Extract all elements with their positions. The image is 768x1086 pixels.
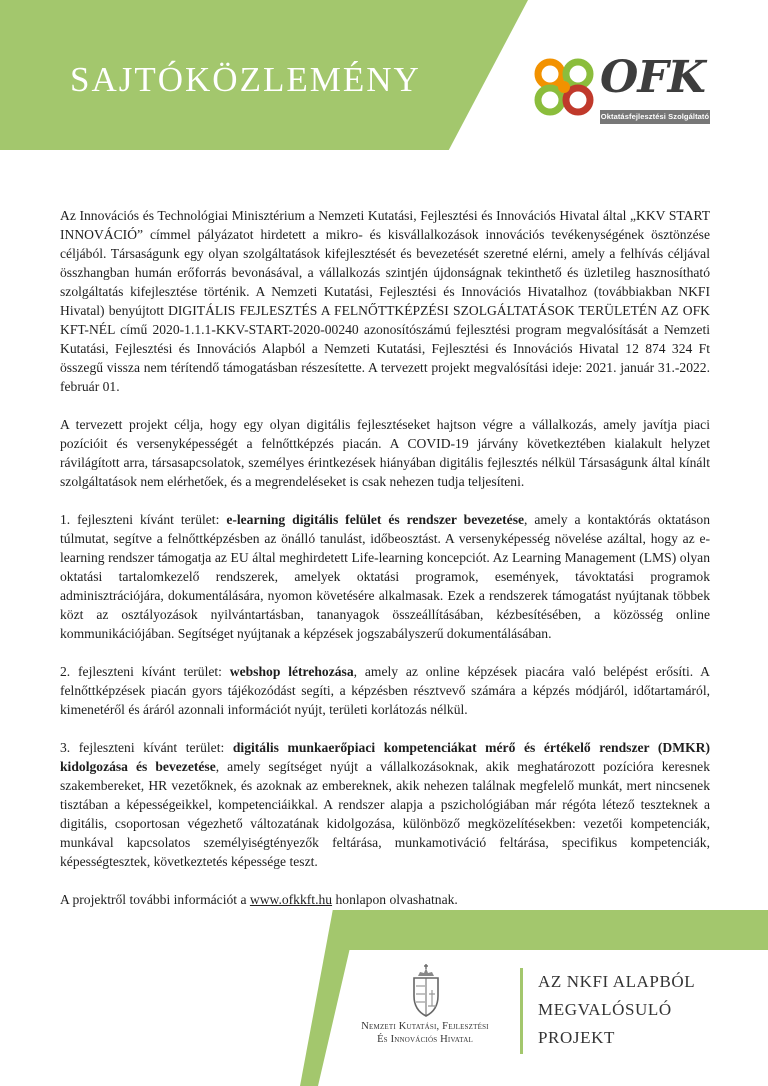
- paragraph-intro: Az Innovációs és Technológiai Minisztérium a Nemzeti Kutatási, Fejlesztési és Innovációs Hivatal által „KKV START INNOVÁCIÓ” címmel pályázatot hirdetett a mikro- és kisvállalkozások innovációs tevékenységének ösztönzése céljából. Társaságunk egy olyan szolgáltatások kifejlesztését és bevezetését szeretné elérni, amely a felhívás céljával összhangban humán erőforrás bevonásával, a vállalkozás szintjén újdonságnak tekinthető és üzletileg hasznosítható szolgáltatás kifejlesztése történik. A Nemzeti Kutatási, Fejlesztési és Innovációs Hivatalhoz (továbbiakban NKFI Hivatal) benyújtott DIGITÁLIS FEJLESZTÉS A FELNŐTTKÉPZÉSI SZOLGÁLTATÁSOK TERÜLETÉN AZ OFK KFT-NÉL című 2020-1.1.1-KKV-START-2020-00240 azonosítószámú fejlesztési program megvalósítását a Nemzeti Kutatási, Fejlesztési és Innovációs Alapból a Nemzeti Kutatási, Fejlesztési és Innovációs Hivatal 12 874 324 Ft összegű vissza nem térítendő támogatásban részesítette. A tervezett projekt megvalósítási ideje: 2021. január 31.-2022. február 01.: [60, 208, 710, 394]
- paragraph-area-2: 2. fejleszteni kívánt terület: webshop létrehozása, amely az online képzések piacára való belépést erősíti. A felnőttképzések piacán gyors tájékozódást segíti, a képzésben résztvevő számára a képzés módjáról, időtartamáról, kimenetéről és áráról azonnali információt nyújt, területi korlátozás nélkül.: [60, 664, 710, 717]
- area-2-title: webshop létrehozása: [229, 664, 354, 679]
- logo-subtitle: Oktatásfejlesztési Szolgáltató Kft.: [600, 112, 710, 135]
- logo-wordmark: OFK: [600, 52, 705, 103]
- hungarian-crest-icon: [408, 962, 444, 1018]
- website-link[interactable]: www.ofkkft.hu: [249, 892, 333, 907]
- paragraph-goal: A tervezett projekt célja, hogy egy olyan digitális fejlesztéseket hajtson végre a vállalkozás, amely javítja piaci pozícióit és versenyképességét a felnőttképzés piacán. A COVID-19 járvány következtében kialakult helyzet rávilágított arra, társasapcsolatok, személyes érintkezések hiányában digitális fejlesztés nélkül Társaságunk által kínált szolgáltatások nem elérhetőek, és a megrendeléseket is csak nehezen tudja teljesíteni.: [60, 417, 710, 489]
- area-1-title: e-learning digitális felület és rendszer bevezetése: [226, 512, 525, 527]
- project-label: AZ NKFI ALAPBÓL MEGVALÓSULÓ PROJEKT: [538, 972, 696, 1047]
- paragraph-area-3: 3. fejleszteni kívánt terület: digitális munkaerőpiaci kompetenciákat mérő és értékelő rendszer (DMKR) kidolgozása és bevezetése, amely segítséget nyújt a vállalkozásoknak, akik meghatározott pozícióra keresnek szakembereket, HR vezetőknek, és azoknak az embereknek, akik nehezen találnak megfelelő munkát, mert nincsenek tisztában a képességeikkel, kompetenciáikkal. A rendszer alapja a pszichológiában már régóta létező teszteknek a digitális, csoportosan végezhető változatának kidolgozása, különböző megközelítésekben: vezetői kompetenciák, munkával kapcsolatos személyiségtényezők feltárása, munkamotiváció feltárása, specifikus kompetenciák, képességtesztek, következtetés képessége teszt.: [60, 740, 710, 869]
- press-release-body: [60, 206, 710, 909]
- agency-name: Nemzeti Kutatási, Fejlesztési És Innovációs Hivatal: [361, 1021, 489, 1045]
- paragraph-area-1: 1. fejleszteni kívánt terület: e-learning digitális felület és rendszer bevezetése, amely a kontaktórás oktatáson túlmutat, segítve a felnőttképzésben az önálló tanulást, időbeosztást. A versenyképesség növelése azáltal, hogy az e-learning rendszer támogatja az EU által meghirdetett Life-learning koncepciót. Az Learning Management (LMS) olyan oktatási tartalomkezelő rendszerek, amelyek oktatási programok, események, távoktatási programok adminisztrációjára, dokumentálására, nyomon követésére alkalmasak. Ezek a rendszerek támogatást nyújtanak többek közt az osztályozások nyilvántartásban, tananyagok összeállításában, kézbesítésében, a közösség online kommunikációjában. Segítséget nyújtanak a képzések jogszabályszerű dokumentálásában.: [60, 512, 710, 641]
- area-3-title: digitális munkaerőpiaci kompetenciákat mérő és értékelő rendszer (DMKR) kidolgozása és bevezetése: [60, 740, 710, 774]
- footer-divider: [520, 968, 523, 1054]
- page-title: SAJTÓKÖZLEMÉNY: [70, 60, 421, 99]
- paragraph-contact: A projektről további információt a www.ofkkft.hu honlapon olvashatnak.: [60, 892, 458, 907]
